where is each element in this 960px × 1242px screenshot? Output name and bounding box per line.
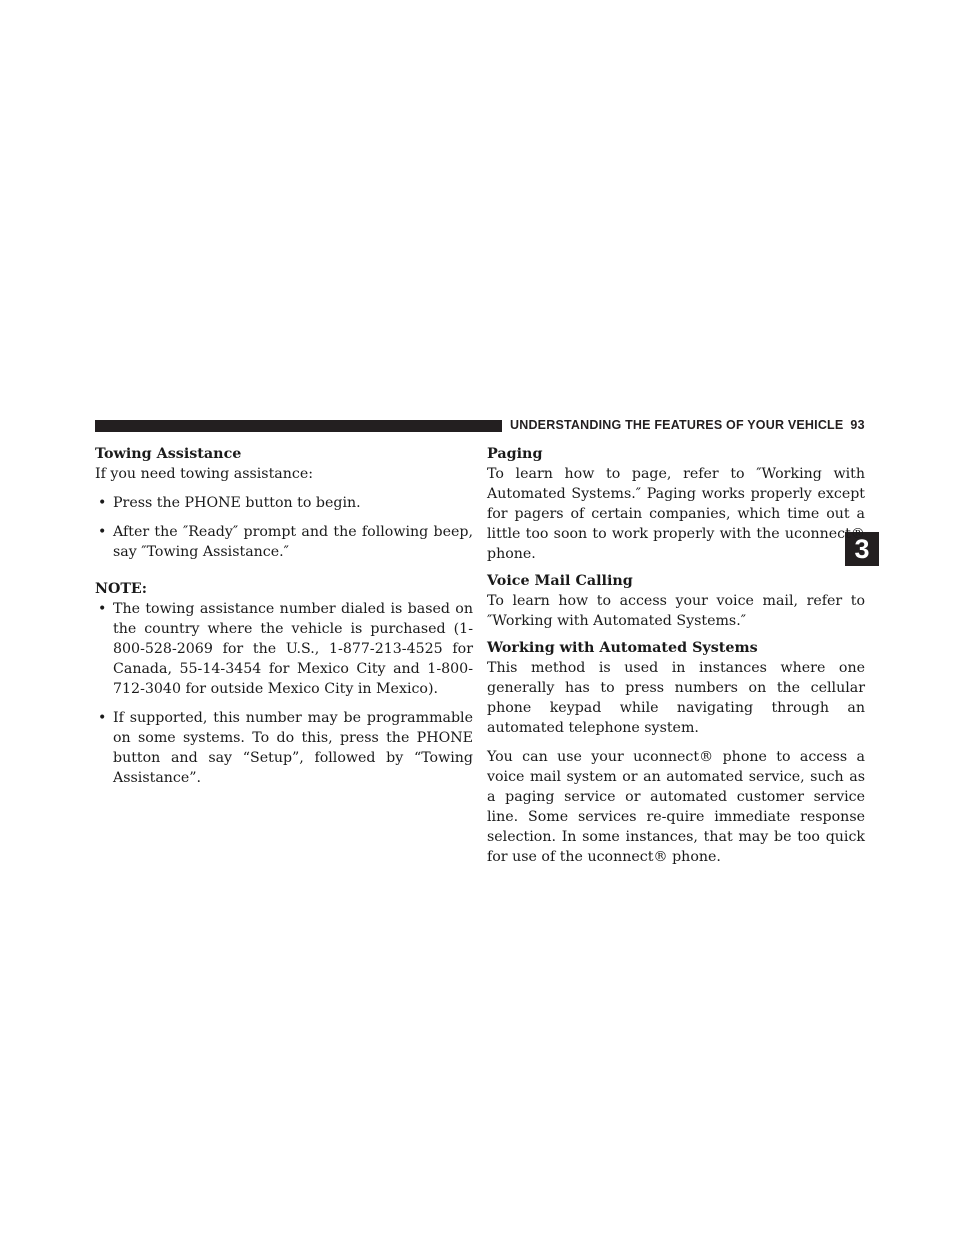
chapter-tab: 3 — [845, 532, 879, 566]
bullet-icon: • — [98, 495, 107, 511]
note-list-item — [95, 599, 473, 699]
automated-systems-heading: Working with Automated Systems — [487, 640, 758, 656]
left-column — [95, 444, 473, 788]
note-label: NOTE: — [95, 581, 147, 597]
header-rule-bar — [95, 420, 502, 432]
list-item — [95, 522, 473, 562]
automated-systems-paragraph: You can use your uconnect® phone to access a voice mail system or an automated service, such as a paging service or automated customer service line. Some services re-quire immediate response selection. In some instances, that may be too quick for use of the uconnect® phone. — [487, 749, 865, 865]
towing-assistance-heading: Towing Assistance — [95, 446, 242, 462]
page-number: 93 — [850, 418, 865, 432]
paging-paragraph: To learn how to page, refer to ″Working with Automated Systems.″ Paging works properly except for pagers of certain companies, which time out a little too soon to work properly with the uconnect® phone. — [487, 466, 865, 562]
note-item-text: If supported, this number may be programmable on some systems. To do this, press the PHONE button and say “Setup”, followed by “Towing Assistance”. — [113, 710, 473, 786]
running-header-title: UNDERSTANDING THE FEATURES OF YOUR VEHICLE — [510, 418, 844, 432]
list-item-text: After the ″Ready″ prompt and the following beep, say ″Towing Assistance.″ — [113, 524, 473, 560]
towing-intro-text: If you need towing assistance: — [95, 466, 314, 482]
list-item-text: Press the PHONE button to begin. — [113, 495, 361, 511]
voice-mail-heading: Voice Mail Calling — [487, 573, 633, 589]
bullet-icon: • — [98, 601, 107, 617]
note-item-text: The towing assistance number dialed is based on the country where the vehicle is purchased (1-800-528-2069 for the U.S., 1-877-213-4525 for Canada, 55-14-3454 for Mexico City and 1-800-712-3040 for outside Mexico City in Mexico). — [113, 601, 473, 697]
voice-mail-paragraph: To learn how to access your voice mail, refer to ″Working with Automated Systems.″ — [487, 593, 865, 629]
bullet-icon: • — [98, 524, 107, 540]
bullet-icon: • — [98, 710, 107, 726]
running-header — [510, 418, 865, 432]
automated-systems-paragraph: This method is used in instances where one generally has to press numbers on the cellular phone keypad while navigating through an automated telephone system. — [487, 660, 865, 736]
right-column — [487, 444, 865, 867]
list-item — [95, 493, 473, 513]
paging-heading: Paging — [487, 446, 543, 462]
note-list-item — [95, 708, 473, 788]
